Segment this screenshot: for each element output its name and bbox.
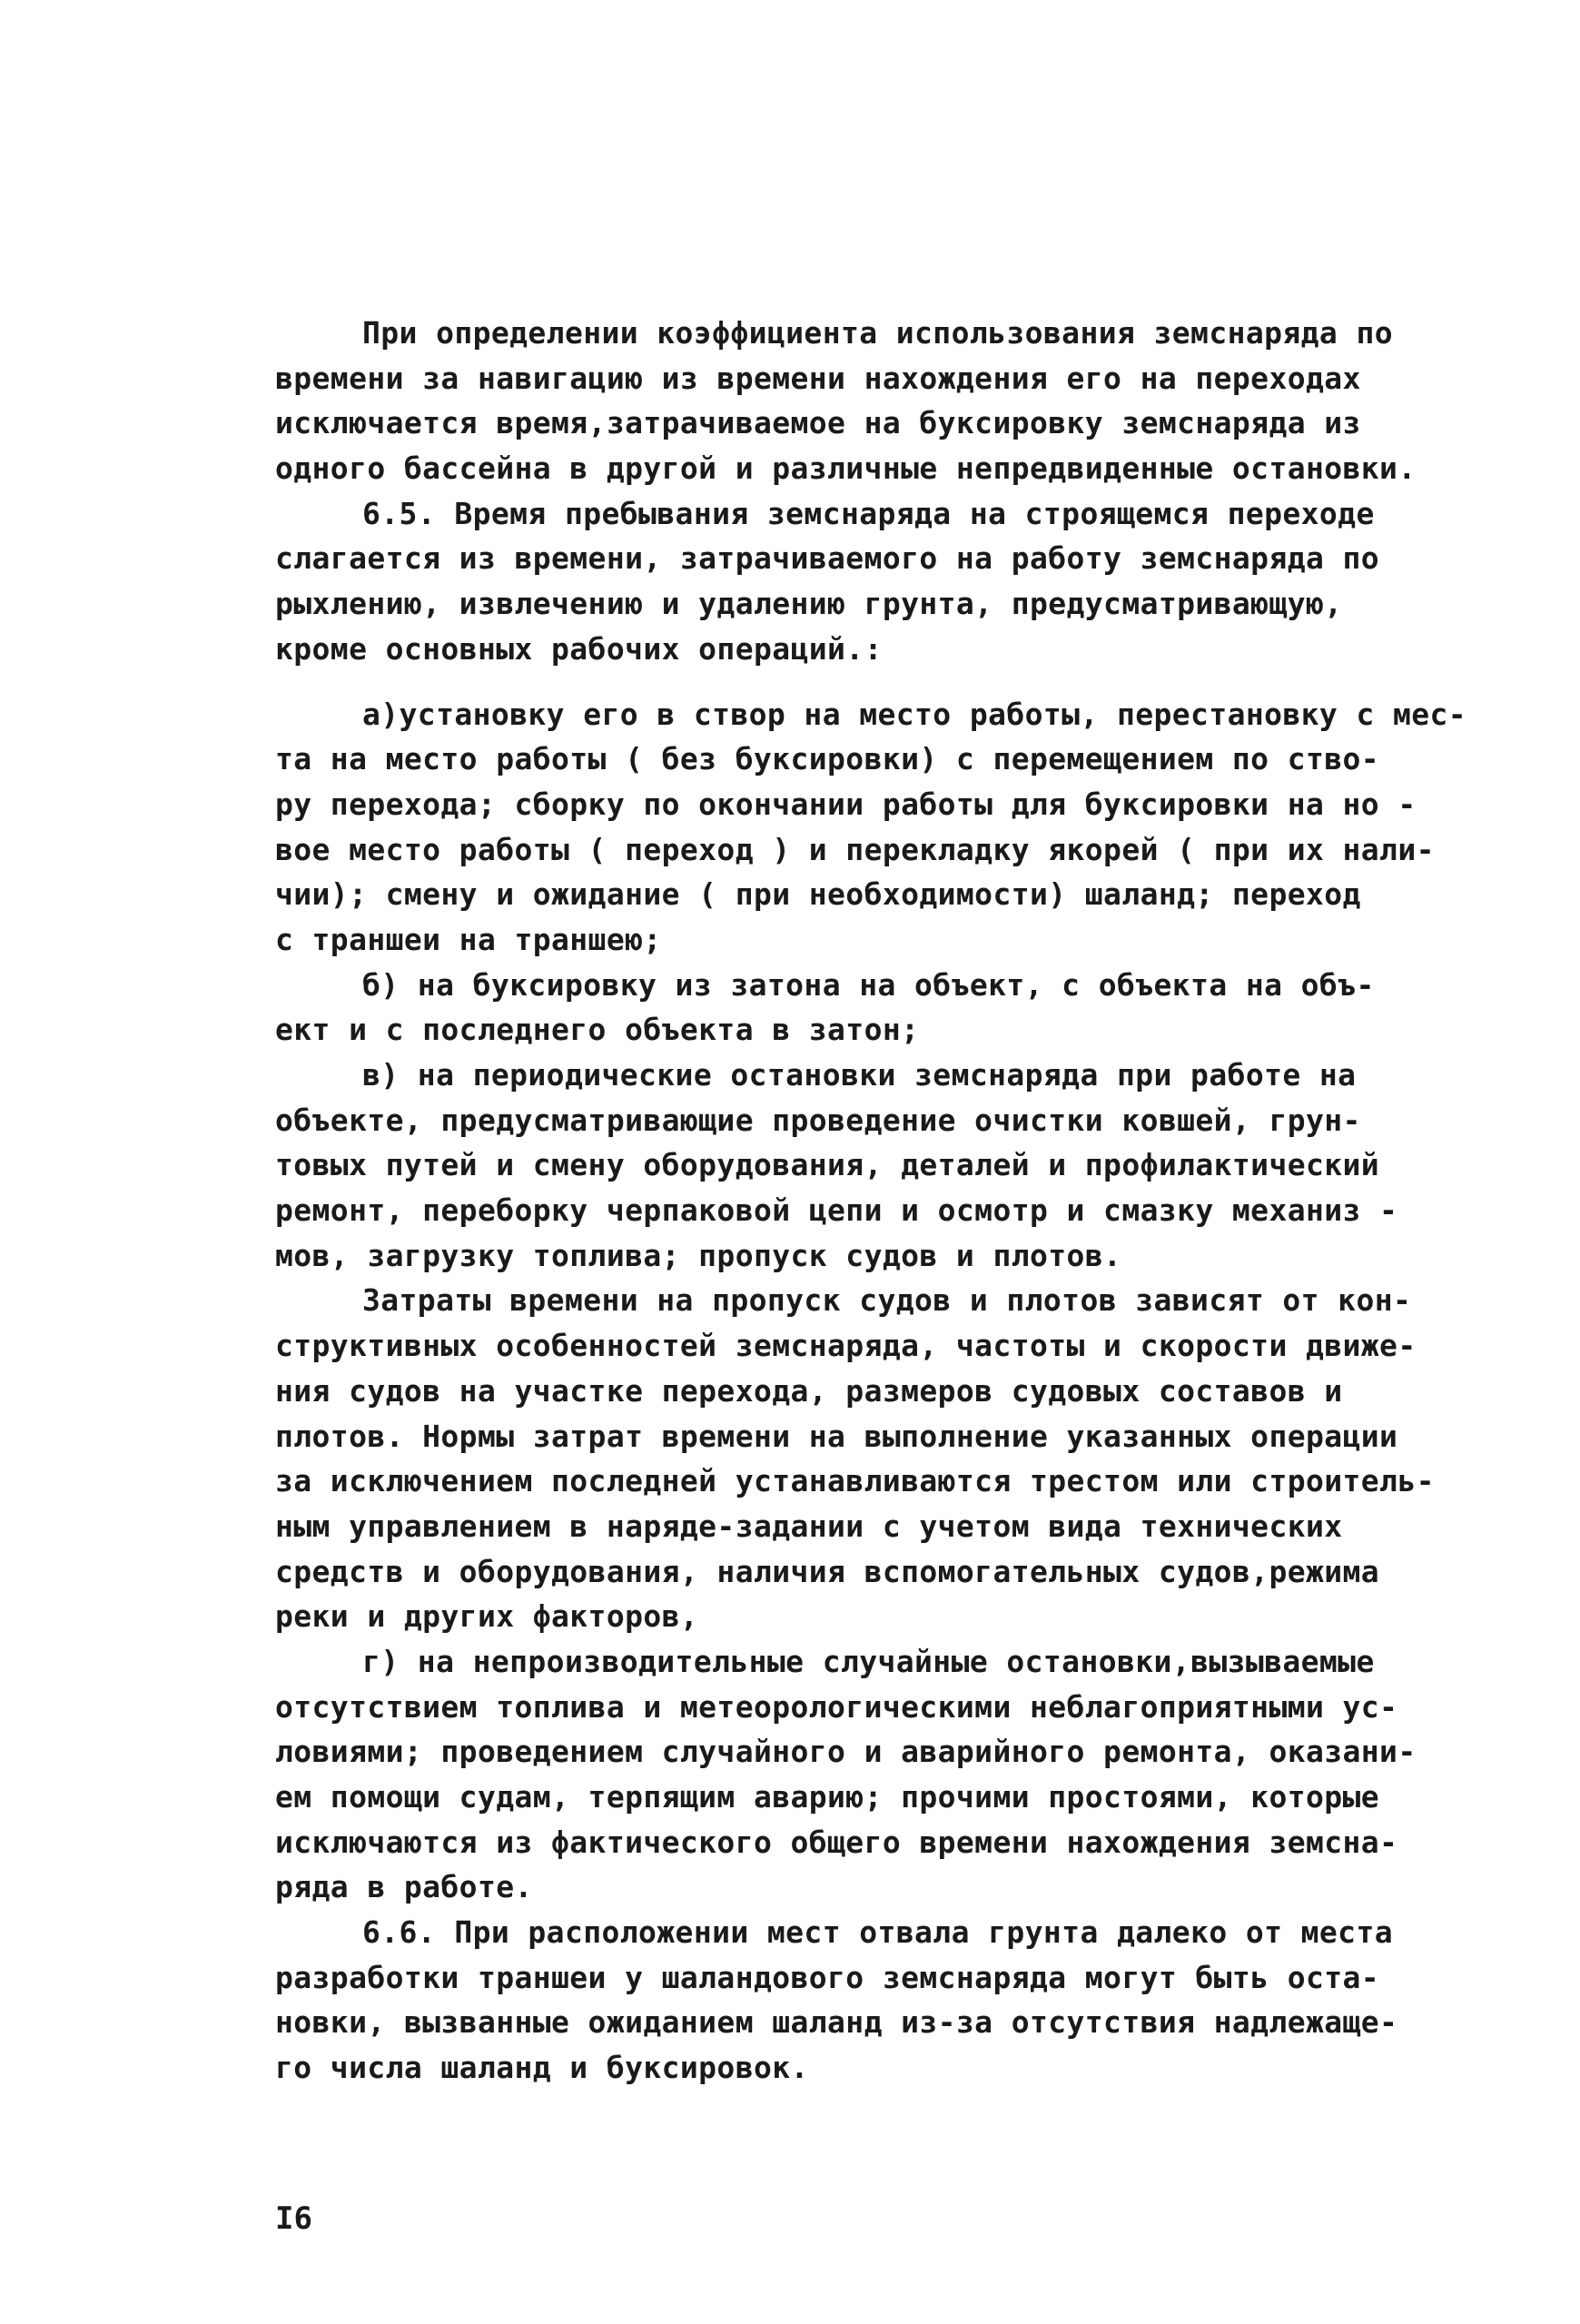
text-line: в) на периодические остановки земснаряда при работе на (362, 1057, 1357, 1093)
text-line: одного бассейна в другой и различные непредвиденные остановки. (275, 450, 1417, 487)
text-line: При определении коэффициента использования земснаряда по (362, 315, 1393, 351)
text-line: исключается время,затрачиваемое на буксировку земснаряда из (275, 405, 1361, 441)
text-line: объекте, предусматривающие проведение очистки ковшей, грун- (275, 1102, 1361, 1138)
text-line: вое место работы ( переход ) и перекладку якорей ( при их нали- (275, 831, 1435, 867)
text-line: та на место работы ( без буксировки) с перемещением по ство- (275, 741, 1380, 777)
text-line: ру перехода; сборку по окончании работы для буксировки на но - (275, 786, 1417, 822)
text-line: ремонт, переборку черпаковой цепи и осмотр и смазку механиз - (275, 1192, 1398, 1229)
text-line: отсутствием топлива и метеорологическими неблагоприятными ус- (275, 1688, 1398, 1725)
text-line: ект и с последнего объекта в затон; (275, 1012, 920, 1048)
text-line: рыхлению, извлечению и удалению грунта, предусматривающую, (275, 586, 1343, 622)
text-line: ния судов на участке перехода, размеров судовых составов и (275, 1372, 1343, 1409)
text-line: кроме основных рабочих операций.: (275, 630, 883, 667)
text-line: го числа шаланд и буксировок. (275, 2050, 809, 2086)
text-line: мов, загрузку топлива; пропуск судов и плотов. (275, 1237, 1122, 1273)
text-line: разработки траншеи у шаландового земснаряда могут быть оста- (275, 1959, 1380, 1995)
text-line: времени за навигацию из времени нахождения его на переходах (275, 360, 1361, 396)
text-line: плотов. Нормы затрат времени на выполнение указанных операции (275, 1418, 1398, 1454)
text-line: ловиями; проведением случайного и аварийного ремонта, оказани- (275, 1734, 1417, 1770)
page-number: I6 (275, 2200, 312, 2237)
text-line: с траншеи на траншею; (275, 921, 662, 957)
text-line: чии); смену и ожидание ( при необходимости) шаланд; переход (275, 876, 1361, 913)
text-line: товых путей и смену оборудования, деталей и профилактический (275, 1147, 1380, 1183)
text-line: г) на непроизводительные случайные остановки,вызываемые (362, 1643, 1375, 1679)
text-line: 6.6. При расположении мест отвала грунта далеко от места (362, 1914, 1393, 1951)
text-line: б) на буксировку из затона на объект, с объекта на объ- (362, 966, 1375, 1003)
text-line: исключаются из фактического общего времени нахождения земсна- (275, 1824, 1398, 1860)
text-line: новки, вызванные ожиданием шаланд из-за отсутствия надлежаще- (275, 2004, 1398, 2041)
text-line: 6.5. Время пребывания земснаряда на строящемся переходе (362, 495, 1375, 531)
text-line: реки и других факторов, (275, 1598, 699, 1635)
text-line: ряда в работе. (275, 1869, 533, 1905)
text-line: слагается из времени, затрачиваемого на работу земснаряда по (275, 540, 1380, 577)
text-line: ем помощи судам, терпящим аварию; прочими простоями, которые (275, 1779, 1380, 1815)
paragraph-gap (275, 672, 1447, 692)
document-body (275, 311, 1467, 2091)
text-line: структивных особенностей земснаряда, частоты и скорости движе- (275, 1328, 1417, 1364)
text-line: ным управлением в наряде-задании с учетом вида технических (275, 1508, 1343, 1544)
text-line: Затраты времени на пропуск судов и плотов зависят от кон- (362, 1282, 1412, 1319)
text-line: а)установку его в створ на место работы, перестановку с мес- (362, 696, 1467, 732)
text-line: средств и оборудования, наличия вспомогательных судов,режима (275, 1553, 1380, 1589)
text-line: за исключением последней устанавливаются трестом или строитель- (275, 1463, 1435, 1499)
